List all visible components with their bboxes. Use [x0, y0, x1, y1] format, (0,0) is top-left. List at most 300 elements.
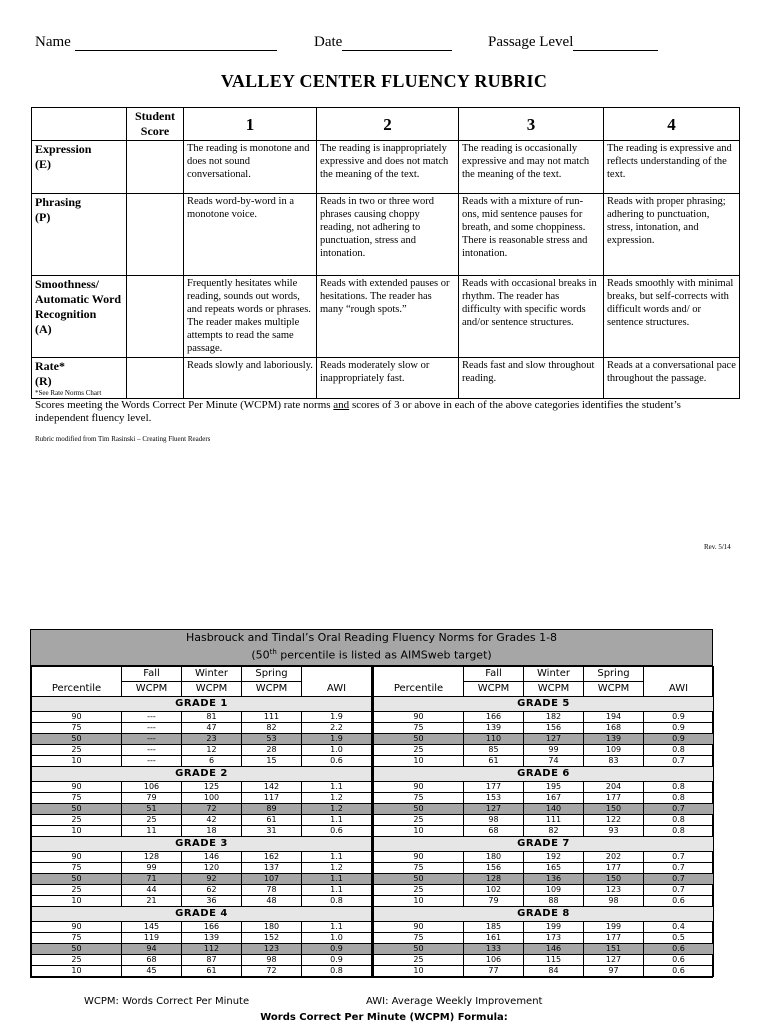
- norms-cell: 150: [584, 803, 644, 814]
- norms-row: [374, 965, 714, 976]
- norms-cell: 78: [242, 884, 302, 895]
- norms-row: [32, 711, 372, 722]
- norms-cell: 117: [242, 792, 302, 803]
- norms-cell: 71: [122, 873, 182, 884]
- norms-cell: 1.1: [302, 814, 372, 825]
- descriptor-cell-level-3: The reading is occasionally expressive and may not match the meaning of the text.: [459, 141, 604, 194]
- revision-label: Rev. 5/14: [704, 543, 731, 551]
- norms-cell: 94: [122, 943, 182, 954]
- norms-cell: 1.1: [302, 884, 372, 895]
- norms-row: [32, 814, 372, 825]
- descriptor-cell-level-3: Reads with occasional breaks in rhythm. The reader has difficulty with specific words and/or sentence structures.: [459, 276, 604, 358]
- norms-cell: 111: [524, 814, 584, 825]
- legend-awi: AWI: Average Weekly Improvement: [366, 996, 543, 1007]
- norms-cell: 139: [182, 932, 242, 943]
- norms-row: [374, 954, 714, 965]
- norms-cell: 0.8: [302, 965, 372, 976]
- norms-row: [32, 884, 372, 895]
- norms-cell: 25: [374, 954, 464, 965]
- norms-cell: 166: [464, 711, 524, 722]
- norms-row: [374, 943, 714, 954]
- wcpm-header: WCPM: [524, 681, 584, 696]
- norms-cell: 110: [464, 733, 524, 744]
- norms-cell: 90: [374, 851, 464, 862]
- norms-cell: 0.7: [644, 873, 714, 884]
- norms-cell: 84: [524, 965, 584, 976]
- norms-cell: 47: [182, 722, 242, 733]
- category-code: (P): [35, 210, 51, 224]
- norms-cell: 146: [182, 851, 242, 862]
- norms-cell: 0.8: [644, 825, 714, 836]
- wcpm-header: WCPM: [182, 681, 242, 696]
- level-header-3: 3: [459, 108, 604, 141]
- percentile-header-top: [32, 666, 122, 681]
- grade-header-row: [32, 836, 372, 851]
- norms-cell: 90: [374, 711, 464, 722]
- norms-cell: 53: [242, 733, 302, 744]
- norms-cell: 0.9: [302, 954, 372, 965]
- norms-row: [374, 921, 714, 932]
- norms-cell: 90: [374, 921, 464, 932]
- category-cell: [32, 141, 127, 194]
- student-score-cell[interactable]: [127, 358, 184, 399]
- norms-cell: 90: [374, 781, 464, 792]
- norms-row: [374, 744, 714, 755]
- wcpm-header: WCPM: [122, 681, 182, 696]
- norms-cell: 25: [32, 884, 122, 895]
- norms-season-row: [32, 666, 372, 681]
- legend-wcpm: WCPM: Words Correct Per Minute: [84, 996, 250, 1007]
- norms-cell: 100: [182, 792, 242, 803]
- date-label: Date: [314, 34, 343, 50]
- norms-row: [32, 873, 372, 884]
- descriptor-cell-level-2: Reads in two or three word phrases causing choppy reading, not adhering to punctuation, stress and intonation.: [317, 194, 459, 276]
- grade-label: GRADE 8: [374, 906, 714, 921]
- norms-cell: 79: [464, 895, 524, 906]
- norms-cell: 50: [374, 873, 464, 884]
- category-name: Smoothness/ Automatic Word Recognition: [35, 277, 122, 321]
- norms-cell: 180: [464, 851, 524, 862]
- descriptor-cell-level-4: Reads at a conversational pace throughout the passage.: [604, 358, 740, 399]
- norms-cell: 90: [32, 921, 122, 932]
- norms-cell: 10: [374, 965, 464, 976]
- norms-cell: 0.7: [644, 803, 714, 814]
- norms-row: [374, 733, 714, 744]
- rubric-row: [32, 194, 740, 276]
- norms-cell: 10: [32, 965, 122, 976]
- student-score-cell[interactable]: [127, 276, 184, 358]
- norms-cell: 36: [182, 895, 242, 906]
- grade-label: GRADE 1: [32, 696, 372, 711]
- grade-label: GRADE 6: [374, 766, 714, 781]
- norms-cell: 50: [374, 803, 464, 814]
- norms-cell: 18: [182, 825, 242, 836]
- norms-cell: 128: [122, 851, 182, 862]
- level-header-2: 2: [317, 108, 459, 141]
- norms-cell: 0.7: [644, 851, 714, 862]
- norms-cell: 98: [464, 814, 524, 825]
- norms-row: [374, 825, 714, 836]
- norms-row: [374, 711, 714, 722]
- norms-cell: 106: [122, 781, 182, 792]
- norms-cell: 81: [182, 711, 242, 722]
- category-name: Expression: [35, 142, 92, 156]
- norms-cell: 119: [122, 932, 182, 943]
- norms-cell: 25: [374, 884, 464, 895]
- norms-cell: 106: [464, 954, 524, 965]
- grade-header-row: [32, 906, 372, 921]
- norms-cell: 0.5: [644, 932, 714, 943]
- norms-cell: 1.0: [302, 932, 372, 943]
- rubric-row: [32, 276, 740, 358]
- norms-cell: 0.6: [302, 825, 372, 836]
- norms-row: [32, 733, 372, 744]
- norms-cell: 1.9: [302, 711, 372, 722]
- norms-cell: 90: [32, 781, 122, 792]
- norms-cell: 50: [32, 733, 122, 744]
- norms-cell: 150: [584, 873, 644, 884]
- wcpm-header: WCPM: [584, 681, 644, 696]
- grade-label: GRADE 5: [374, 696, 714, 711]
- norms-season-row: [374, 666, 714, 681]
- norms-cell: 45: [122, 965, 182, 976]
- norms-cell: 0.8: [644, 781, 714, 792]
- norms-cell: 123: [242, 943, 302, 954]
- student-score-cell[interactable]: [127, 194, 184, 276]
- grade-label: GRADE 7: [374, 836, 714, 851]
- norms-cell: 68: [122, 954, 182, 965]
- descriptor-cell-level-1: Frequently hesitates while reading, sounds out words, and repeats words or phrases. The reader makes multiple attempts to read the same passage.: [184, 276, 317, 358]
- category-code: (R): [35, 374, 52, 388]
- norms-cell: 1.1: [302, 851, 372, 862]
- norms-cell: 61: [242, 814, 302, 825]
- descriptor-cell-level-1: Reads slowly and laboriously.: [184, 358, 317, 399]
- norms-cell: 23: [182, 733, 242, 744]
- name-blank[interactable]: [75, 35, 277, 51]
- norms-cell: 0.4: [644, 921, 714, 932]
- norms-cell: 123: [584, 884, 644, 895]
- norms-cell: 15: [242, 755, 302, 766]
- norms-cell: 102: [464, 884, 524, 895]
- norms-cell: 6: [182, 755, 242, 766]
- norms-cell: 140: [524, 803, 584, 814]
- norms-cell: 195: [524, 781, 584, 792]
- norms-cell: 133: [464, 943, 524, 954]
- norms-cell: 1.2: [302, 862, 372, 873]
- norms-cell: 61: [182, 965, 242, 976]
- norms-cell: 146: [524, 943, 584, 954]
- rubric-row: [32, 141, 740, 194]
- norms-cell: 136: [524, 873, 584, 884]
- norms-cell: 50: [374, 733, 464, 744]
- norms-cell: 202: [584, 851, 644, 862]
- norms-cell: 109: [524, 884, 584, 895]
- norms-cell: 25: [32, 814, 122, 825]
- norms-cell: 139: [464, 722, 524, 733]
- fluency-norms-table: [30, 629, 713, 978]
- norms-cell: 92: [182, 873, 242, 884]
- norms-cell: 90: [32, 851, 122, 862]
- norms-row: [32, 825, 372, 836]
- norms-cell: 2.2: [302, 722, 372, 733]
- rubric-row: [32, 358, 740, 399]
- rubric-corner: [32, 108, 127, 141]
- norms-cell: 0.6: [644, 954, 714, 965]
- norms-cell: 1.1: [302, 921, 372, 932]
- norms-row: [374, 755, 714, 766]
- norms-cell: 115: [524, 954, 584, 965]
- norms-cell: 82: [242, 722, 302, 733]
- norms-cell: 145: [122, 921, 182, 932]
- norms-row: [32, 943, 372, 954]
- rubric-header-row: [32, 108, 740, 141]
- norms-row: [374, 884, 714, 895]
- norms-cell: 87: [182, 954, 242, 965]
- norms-cell: 167: [524, 792, 584, 803]
- category-name: Phrasing: [35, 195, 82, 209]
- descriptor-cell-level-1: Reads word-by-word in a monotone voice.: [184, 194, 317, 276]
- norms-cell: 173: [524, 932, 584, 943]
- norms-cell: 10: [32, 825, 122, 836]
- norms-cell: 127: [524, 733, 584, 744]
- norms-column-row: [374, 681, 714, 696]
- date-blank[interactable]: [342, 35, 452, 51]
- norms-cell: 83: [584, 755, 644, 766]
- descriptor-cell-level-4: Reads smoothly with minimal breaks, but self-corrects with difficult words and/ or sentence structures.: [604, 276, 740, 358]
- descriptor-cell-level-2: The reading is inappropriately expressive and does not match the meaning of the text.: [317, 141, 459, 194]
- norms-cell: 93: [584, 825, 644, 836]
- norms-cell: 42: [182, 814, 242, 825]
- norms-cell: 142: [242, 781, 302, 792]
- norms-cell: ---: [122, 722, 182, 733]
- norms-cell: 72: [242, 965, 302, 976]
- norms-cell: 25: [374, 814, 464, 825]
- norms-row: [32, 851, 372, 862]
- norms-cell: ---: [122, 755, 182, 766]
- season-header: Spring: [242, 666, 302, 681]
- student-score-cell[interactable]: [127, 141, 184, 194]
- norms-row: [32, 895, 372, 906]
- norms-cell: 1.1: [302, 781, 372, 792]
- norms-cell: 74: [524, 755, 584, 766]
- norms-row: [374, 862, 714, 873]
- norms-cell: 137: [242, 862, 302, 873]
- norms-cell: 88: [524, 895, 584, 906]
- percentile-header: Percentile: [32, 681, 122, 696]
- scoring-note: Scores meeting the Words Correct Per Minute (WCPM) rate norms and scores of 3 or above in each of the above categories identifies the student’s independent fluency level.: [35, 399, 681, 424]
- descriptor-cell-level-2: Reads moderately slow or inappropriately fast.: [317, 358, 459, 399]
- norms-cell: 139: [584, 733, 644, 744]
- norms-cell: 0.8: [644, 814, 714, 825]
- category-cell: [32, 194, 127, 276]
- grade-header-row: [374, 906, 714, 921]
- date-field[interactable]: [314, 34, 452, 51]
- level-header-1: 1: [184, 108, 317, 141]
- descriptor-cell-level-3: Reads fast and slow throughout reading.: [459, 358, 604, 399]
- norms-cell: 28: [242, 744, 302, 755]
- norms-cell: 44: [122, 884, 182, 895]
- passage-level-label: Passage Level: [488, 34, 574, 50]
- norms-cell: 192: [524, 851, 584, 862]
- descriptor-cell-level-3: Reads with a mixture of run-ons, mid sentence pauses for breath, and some choppiness. There is reasonable stress and intonation.: [459, 194, 604, 276]
- norms-cell: 51: [122, 803, 182, 814]
- norms-cell: 109: [584, 744, 644, 755]
- norms-cell: 177: [584, 792, 644, 803]
- norms-cell: 177: [584, 932, 644, 943]
- season-header: Winter: [182, 666, 242, 681]
- norms-cell: 112: [182, 943, 242, 954]
- descriptor-cell-level-2: Reads with extended pauses or hesitations. The reader has many “rough spots.”: [317, 276, 459, 358]
- norms-subtitle: (50th percentile is listed as AIMSweb target): [251, 648, 492, 662]
- norms-cell: 79: [122, 792, 182, 803]
- norms-cell: 165: [524, 862, 584, 873]
- norms-row: [374, 803, 714, 814]
- norms-cell: 0.7: [644, 755, 714, 766]
- grade-header-row: [374, 836, 714, 851]
- season-header: Winter: [524, 666, 584, 681]
- norms-cell: 50: [32, 873, 122, 884]
- norms-cell: 75: [374, 862, 464, 873]
- norms-cell: 11: [122, 825, 182, 836]
- norms-cell: 120: [182, 862, 242, 873]
- norms-cell: 85: [464, 744, 524, 755]
- norms-column-row: [32, 681, 372, 696]
- norms-cell: 1.0: [302, 744, 372, 755]
- passage-level-blank[interactable]: [573, 35, 658, 51]
- norms-cell: 1.2: [302, 792, 372, 803]
- norms-cell: 82: [524, 825, 584, 836]
- page-title: VALLEY CENTER FLUENCY RUBRIC: [220, 71, 548, 91]
- norms-cell: 31: [242, 825, 302, 836]
- norms-cell: 0.9: [644, 711, 714, 722]
- norms-cell: 10: [32, 895, 122, 906]
- category-code: (E): [35, 157, 51, 171]
- norms-cell: 166: [182, 921, 242, 932]
- norms-cell: 75: [32, 792, 122, 803]
- norms-cell: 0.6: [644, 895, 714, 906]
- norms-cell: 0.6: [644, 965, 714, 976]
- norms-row: [374, 873, 714, 884]
- norms-cell: 75: [374, 932, 464, 943]
- norms-row: [32, 792, 372, 803]
- norms-cell: 48: [242, 895, 302, 906]
- norms-cell: 151: [584, 943, 644, 954]
- norms-cell: 10: [32, 755, 122, 766]
- norms-cell: 161: [464, 932, 524, 943]
- norms-cell: 125: [182, 781, 242, 792]
- norms-cell: 75: [32, 932, 122, 943]
- norms-row: [374, 895, 714, 906]
- norms-cell: 0.6: [302, 755, 372, 766]
- norms-cell: 204: [584, 781, 644, 792]
- norms-cell: 0.9: [302, 943, 372, 954]
- grade-label: GRADE 2: [32, 766, 372, 781]
- norms-cell: 0.7: [644, 862, 714, 873]
- norms-cell: 162: [242, 851, 302, 862]
- norms-cell: 156: [464, 862, 524, 873]
- norms-cell: 152: [242, 932, 302, 943]
- norms-cell: 10: [374, 755, 464, 766]
- category-name: Rate*: [35, 359, 65, 373]
- norms-cell: 25: [32, 954, 122, 965]
- wcpm-header: WCPM: [242, 681, 302, 696]
- norms-row: [32, 932, 372, 943]
- norms-row: [32, 755, 372, 766]
- passage-level-field[interactable]: [488, 34, 658, 51]
- category-cell: [32, 276, 127, 358]
- norms-cell: 61: [464, 755, 524, 766]
- norms-cell: 199: [524, 921, 584, 932]
- norms-cell: 98: [584, 895, 644, 906]
- norms-cell: 50: [32, 943, 122, 954]
- category-cell: [32, 358, 127, 399]
- rubric-credit: Rubric modified from Tim Rasinski – Creating Fluent Readers: [35, 435, 211, 443]
- norms-row: [374, 932, 714, 943]
- norms-cell: 111: [242, 711, 302, 722]
- season-header: Spring: [584, 666, 644, 681]
- norms-cell: 21: [122, 895, 182, 906]
- norms-cell: 0.8: [302, 895, 372, 906]
- norms-row: [374, 851, 714, 862]
- name-field[interactable]: [35, 34, 277, 51]
- norms-row: [374, 722, 714, 733]
- norms-row: [32, 921, 372, 932]
- norms-cell: 10: [374, 825, 464, 836]
- season-header: Fall: [122, 666, 182, 681]
- norms-cell: 128: [464, 873, 524, 884]
- norms-cell: 153: [464, 792, 524, 803]
- norms-cell: 50: [32, 803, 122, 814]
- descriptor-cell-level-4: Reads with proper phrasing; adhering to punctuation, stress, intonation, and expression.: [604, 194, 740, 276]
- norms-header: [31, 630, 712, 666]
- norms-cell: 98: [242, 954, 302, 965]
- grade-label: GRADE 4: [32, 906, 372, 921]
- norms-cell: 168: [584, 722, 644, 733]
- norms-row: [32, 862, 372, 873]
- awi-header: AWI: [302, 681, 372, 696]
- category-code: (A): [35, 322, 52, 336]
- norms-cell: ---: [122, 711, 182, 722]
- norms-cell: 25: [32, 744, 122, 755]
- norms-cell: ---: [122, 744, 182, 755]
- norms-cell: 127: [464, 803, 524, 814]
- norms-cell: 25: [122, 814, 182, 825]
- norms-cell: 90: [32, 711, 122, 722]
- norms-row: [32, 954, 372, 965]
- wcpm-header: WCPM: [464, 681, 524, 696]
- norms-row: [32, 965, 372, 976]
- norms-row: [32, 781, 372, 792]
- norms-cell: 0.7: [644, 884, 714, 895]
- norms-cell: 1.2: [302, 803, 372, 814]
- student-score-header: Student Score: [127, 108, 184, 141]
- norms-title: Hasbrouck and Tindal’s Oral Reading Fluency Norms for Grades 1-8: [185, 631, 558, 644]
- grade-header-row: [374, 766, 714, 781]
- norms-cell: 75: [32, 862, 122, 873]
- season-header: Fall: [464, 666, 524, 681]
- awi-header-top: [302, 666, 372, 681]
- norms-row: [32, 722, 372, 733]
- fluency-rubric-table: [31, 107, 740, 399]
- norms-cell: 25: [374, 744, 464, 755]
- norms-cell: ---: [122, 733, 182, 744]
- norms-cell: 180: [242, 921, 302, 932]
- norms-cell: 156: [524, 722, 584, 733]
- norms-cell: 50: [374, 943, 464, 954]
- grade-label: GRADE 3: [32, 836, 372, 851]
- norms-cell: 1.9: [302, 733, 372, 744]
- norms-cell: 194: [584, 711, 644, 722]
